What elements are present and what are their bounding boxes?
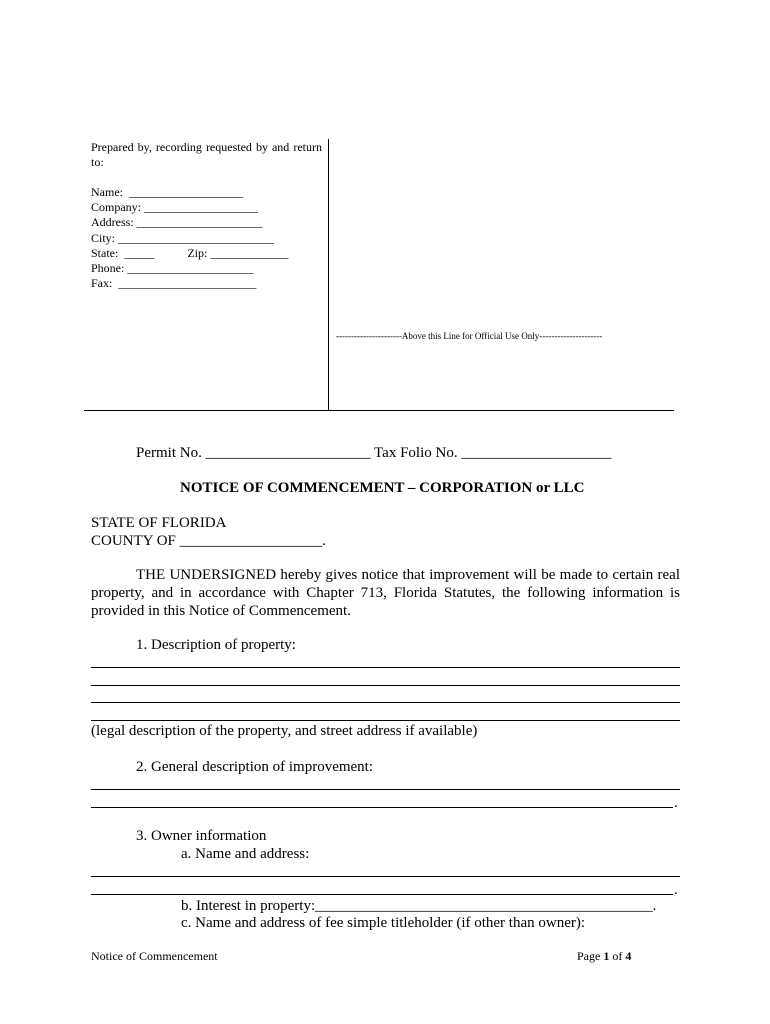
name-field[interactable]: Name: ___________________ bbox=[91, 185, 243, 199]
page-current: 1 bbox=[603, 949, 610, 963]
fax-field[interactable]: Fax: _______________________ bbox=[91, 276, 257, 291]
of-word: of bbox=[612, 949, 623, 963]
owner-line-period: . bbox=[674, 882, 678, 898]
property-description-line-3[interactable] bbox=[91, 702, 680, 703]
page-number bbox=[577, 949, 631, 964]
owner-name-address-line-1[interactable] bbox=[91, 876, 680, 877]
intro-text: THE UNDERSIGNED hereby gives notice that improvement will be made to certain real property, and in accordance with Chapter 713, Florida Statutes, the following information is provided in this Notice of Commencement. bbox=[91, 567, 680, 619]
recording-divider-vertical bbox=[328, 139, 329, 410]
property-description-line-4[interactable] bbox=[91, 720, 680, 721]
page-total: 4 bbox=[625, 949, 632, 963]
address-field[interactable]: Address: _____________________ bbox=[91, 215, 263, 230]
improvement-description-line-2[interactable] bbox=[91, 807, 673, 808]
interest-in-property-field[interactable]: b. Interest in property:_____________________________________________. bbox=[181, 898, 657, 914]
fee-simple-titleholder-label: c. Name and address of fee simple titleholder (if other than owner): bbox=[181, 915, 586, 931]
footer-document-name: Notice of Commencement bbox=[91, 949, 218, 963]
recording-block bbox=[91, 140, 322, 291]
improvement-line-period: . bbox=[674, 795, 678, 811]
prepared-by-label: Prepared by, recording requested by and return to: bbox=[91, 140, 322, 169]
owner-information-label: 3. Owner information bbox=[136, 828, 267, 844]
document-title: NOTICE OF COMMENCEMENT – CORPORATION or LLC bbox=[180, 480, 585, 496]
state-label: STATE OF FLORIDA bbox=[91, 515, 227, 531]
recording-divider-horizontal bbox=[84, 410, 674, 411]
company-field[interactable]: Company: ___________________ bbox=[91, 200, 258, 215]
improvement-description-line-1[interactable] bbox=[91, 789, 680, 790]
city-field[interactable]: City: __________________________ bbox=[91, 230, 275, 245]
page-word: Page bbox=[577, 949, 601, 963]
owner-name-address-line-2[interactable] bbox=[91, 894, 673, 895]
property-description-line-1[interactable] bbox=[91, 667, 680, 668]
county-field[interactable]: COUNTY OF ___________________. bbox=[91, 533, 326, 549]
official-use-note: ----------------------Above this Line for Official Use Only--------------------- bbox=[336, 331, 603, 341]
permit-tax-folio-line[interactable]: Permit No. ______________________ Tax Folio No. ____________________ bbox=[136, 445, 612, 461]
intro-paragraph bbox=[91, 566, 680, 620]
description-of-property-label: 1. Description of property: bbox=[136, 637, 296, 653]
improvement-description-label: 2. General description of improvement: bbox=[136, 759, 374, 775]
phone-field[interactable]: Phone: _____________________ bbox=[91, 261, 254, 276]
legal-description-caption: (legal description of the property, and street address if available) bbox=[91, 723, 478, 739]
property-description-line-2[interactable] bbox=[91, 685, 680, 686]
state-zip-field[interactable]: State: _____ Zip: _____________ bbox=[91, 245, 289, 260]
owner-name-address-label: a. Name and address: bbox=[181, 846, 310, 862]
